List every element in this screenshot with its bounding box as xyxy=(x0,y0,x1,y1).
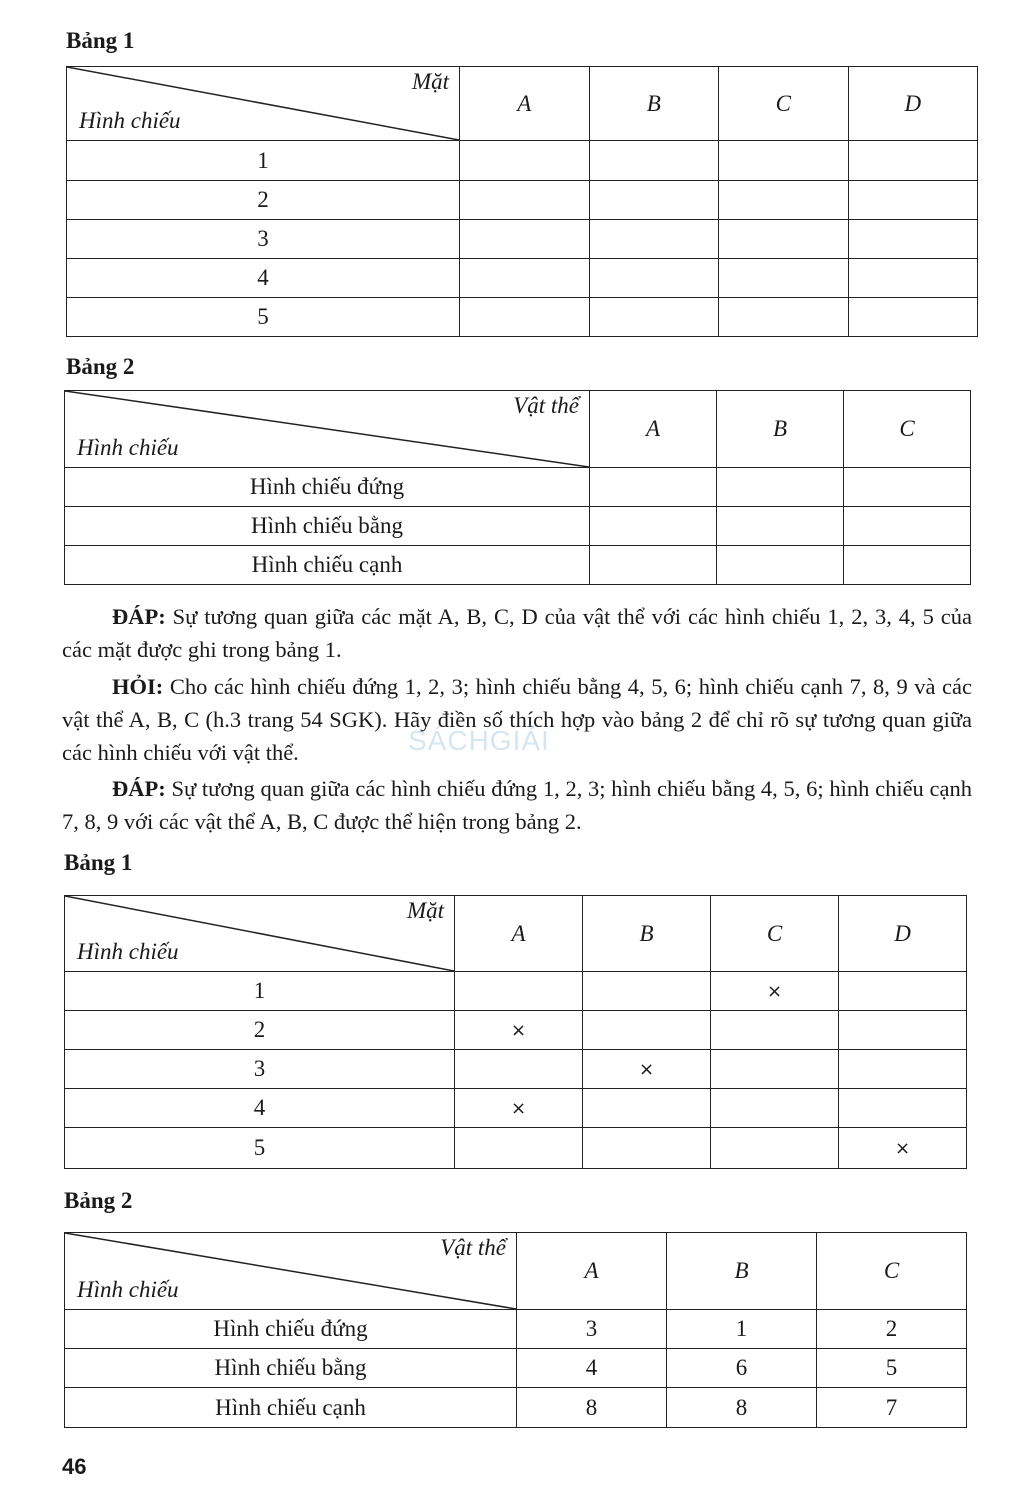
watermark-logo: SÁCHGIẢI xyxy=(408,725,550,756)
table-title: Bảng 1 xyxy=(66,28,135,53)
table-corner-cell xyxy=(65,896,455,972)
cross-mark: × xyxy=(711,972,839,1011)
column-header: C xyxy=(719,67,849,141)
page-number: 46 xyxy=(62,1454,87,1479)
table-cell xyxy=(711,1089,839,1128)
table-cell xyxy=(848,141,978,181)
column-header: B xyxy=(667,1233,817,1310)
row-label: 2 xyxy=(67,181,460,220)
table-cell xyxy=(717,546,844,585)
table-cell xyxy=(460,181,590,220)
column-header: A xyxy=(590,391,717,468)
table-cell xyxy=(460,298,590,337)
column-header: C xyxy=(711,896,839,972)
row-label: Hình chiếu bằng xyxy=(65,507,590,546)
question-text: Cho các hình chiếu đứng 1, 2, 3; hình chiếu bằng 4, 5, 6; hình chiếu cạnh 7, 8, 9 và các vật thể A, B, C (h.3 trang 54 SGK). Hãy điền số thích hợp vào bảng 2 để chỉ rõ sự tương quan giữa các hình chiếu với vật thể. xyxy=(62,674,972,765)
table-cell xyxy=(848,181,978,220)
table-cell xyxy=(848,298,978,337)
table-row xyxy=(65,1011,967,1050)
table-cell xyxy=(719,298,849,337)
answer-text: Sự tương quan giữa các hình chiếu đứng 1, 2, 3; hình chiếu bằng 4, 5, 6; hình chiếu cạnh 7, 8, 9 với các vật thể A, B, C được thể hiện trong bảng 2. xyxy=(62,776,972,834)
answer-text: Sự tương quan giữa các mặt A, B, C, D của vật thể với các hình chiếu 1, 2, 3, 4, 5 của các mặt được ghi trong bảng 1. xyxy=(62,604,972,662)
table-cell xyxy=(717,468,844,507)
column-header: B xyxy=(583,896,711,972)
table-row xyxy=(65,1349,967,1388)
row-label: 3 xyxy=(67,220,460,259)
table-1-answers xyxy=(64,895,967,1169)
row-label: 3 xyxy=(65,1050,455,1089)
table-cell: 8 xyxy=(517,1388,667,1428)
row-label: Hình chiếu đứng xyxy=(65,1310,517,1349)
table-cell xyxy=(589,298,719,337)
table-cell xyxy=(844,468,971,507)
table-cell xyxy=(589,181,719,220)
answer-paragraph-2 xyxy=(62,772,972,838)
table-cell xyxy=(719,220,849,259)
table-cell xyxy=(589,141,719,181)
row-label: Hình chiếu cạnh xyxy=(65,1388,517,1428)
table-cell xyxy=(583,1128,711,1169)
corner-top-label: Vật thể xyxy=(440,1235,506,1260)
table-row xyxy=(65,468,971,507)
table-cell xyxy=(719,141,849,181)
row-label: Hình chiếu đứng xyxy=(65,468,590,507)
table-cell: 7 xyxy=(817,1388,967,1428)
table-row xyxy=(65,1128,967,1169)
table-title: Bảng 2 xyxy=(66,354,135,379)
table-cell xyxy=(455,972,583,1011)
table-corner-cell xyxy=(65,1233,517,1310)
table-cell: 4 xyxy=(517,1349,667,1388)
row-label: 4 xyxy=(65,1089,455,1128)
table-cell xyxy=(717,507,844,546)
table-cell: 2 xyxy=(817,1310,967,1349)
table-cell xyxy=(460,259,590,298)
table-corner-cell xyxy=(65,391,590,468)
table-cell xyxy=(460,141,590,181)
column-header: B xyxy=(717,391,844,468)
table-cell: 3 xyxy=(517,1310,667,1349)
table-cell: 5 xyxy=(817,1349,967,1388)
table-cell xyxy=(711,1050,839,1089)
row-label: Hình chiếu bằng xyxy=(65,1349,517,1388)
cross-mark: × xyxy=(455,1089,583,1128)
table-cell: 8 xyxy=(667,1388,817,1428)
table-cell xyxy=(711,1011,839,1050)
corner-top-label: Vật thể xyxy=(513,393,579,418)
table-cell xyxy=(589,220,719,259)
column-header: D xyxy=(839,896,967,972)
table-cell xyxy=(719,259,849,298)
table-2-blank xyxy=(64,390,971,585)
table-row xyxy=(67,298,978,337)
column-header: D xyxy=(848,67,978,141)
table-row xyxy=(65,1388,967,1428)
answer-paragraph-1 xyxy=(62,600,972,666)
table-row xyxy=(67,259,978,298)
table-cell xyxy=(583,1089,711,1128)
table-cell xyxy=(839,972,967,1011)
table-cell xyxy=(460,220,590,259)
column-header: C xyxy=(844,391,971,468)
corner-bottom-label: Hình chiếu xyxy=(77,939,179,964)
table-cell: 6 xyxy=(667,1349,817,1388)
table-cell xyxy=(455,1050,583,1089)
table-row xyxy=(65,507,971,546)
column-header: C xyxy=(817,1233,967,1310)
corner-bottom-label: Hình chiếu xyxy=(77,435,179,460)
row-label: 2 xyxy=(65,1011,455,1050)
table-title: Bảng 1 xyxy=(64,850,133,875)
answer-lead: ĐÁP: xyxy=(112,776,166,801)
table-cell xyxy=(590,468,717,507)
question-lead: HỎI: xyxy=(112,674,164,699)
table-cell xyxy=(711,1128,839,1169)
table-cell xyxy=(589,259,719,298)
table-corner-cell xyxy=(67,67,460,141)
column-header: A xyxy=(455,896,583,972)
column-header: A xyxy=(460,67,590,141)
table-row xyxy=(67,220,978,259)
table-1-blank xyxy=(66,66,978,337)
table-cell: 1 xyxy=(667,1310,817,1349)
row-label: 4 xyxy=(67,259,460,298)
column-header: A xyxy=(517,1233,667,1310)
corner-bottom-label: Hình chiếu xyxy=(79,108,181,133)
table-cell xyxy=(455,1128,583,1169)
table-title: Bảng 2 xyxy=(64,1188,133,1213)
table-cell xyxy=(719,181,849,220)
cross-mark: × xyxy=(583,1050,711,1089)
corner-top-label: Mặt xyxy=(411,69,449,94)
corner-top-label: Mặt xyxy=(406,898,444,923)
table-row xyxy=(67,181,978,220)
row-label: 1 xyxy=(65,972,455,1011)
table-row xyxy=(67,141,978,181)
table-cell xyxy=(583,1011,711,1050)
table-cell xyxy=(848,259,978,298)
table-cell xyxy=(839,1011,967,1050)
table-cell xyxy=(839,1050,967,1089)
cross-mark: × xyxy=(839,1128,967,1169)
column-header: B xyxy=(589,67,719,141)
answer-lead: ĐÁP: xyxy=(112,604,166,629)
table-row xyxy=(65,972,967,1011)
row-label: Hình chiếu cạnh xyxy=(65,546,590,585)
table-row xyxy=(65,1089,967,1128)
table-row xyxy=(65,546,971,585)
table-cell xyxy=(839,1089,967,1128)
table-row xyxy=(65,1310,967,1349)
corner-bottom-label: Hình chiếu xyxy=(77,1277,179,1302)
table-cell xyxy=(844,507,971,546)
table-row xyxy=(65,1050,967,1089)
row-label: 1 xyxy=(67,141,460,181)
row-label: 5 xyxy=(65,1128,455,1169)
table-2-answers xyxy=(64,1232,967,1428)
table-cell xyxy=(583,972,711,1011)
cross-mark: × xyxy=(455,1011,583,1050)
row-label: 5 xyxy=(67,298,460,337)
table-cell xyxy=(848,220,978,259)
table-cell xyxy=(844,546,971,585)
table-cell xyxy=(590,507,717,546)
table-cell xyxy=(590,546,717,585)
